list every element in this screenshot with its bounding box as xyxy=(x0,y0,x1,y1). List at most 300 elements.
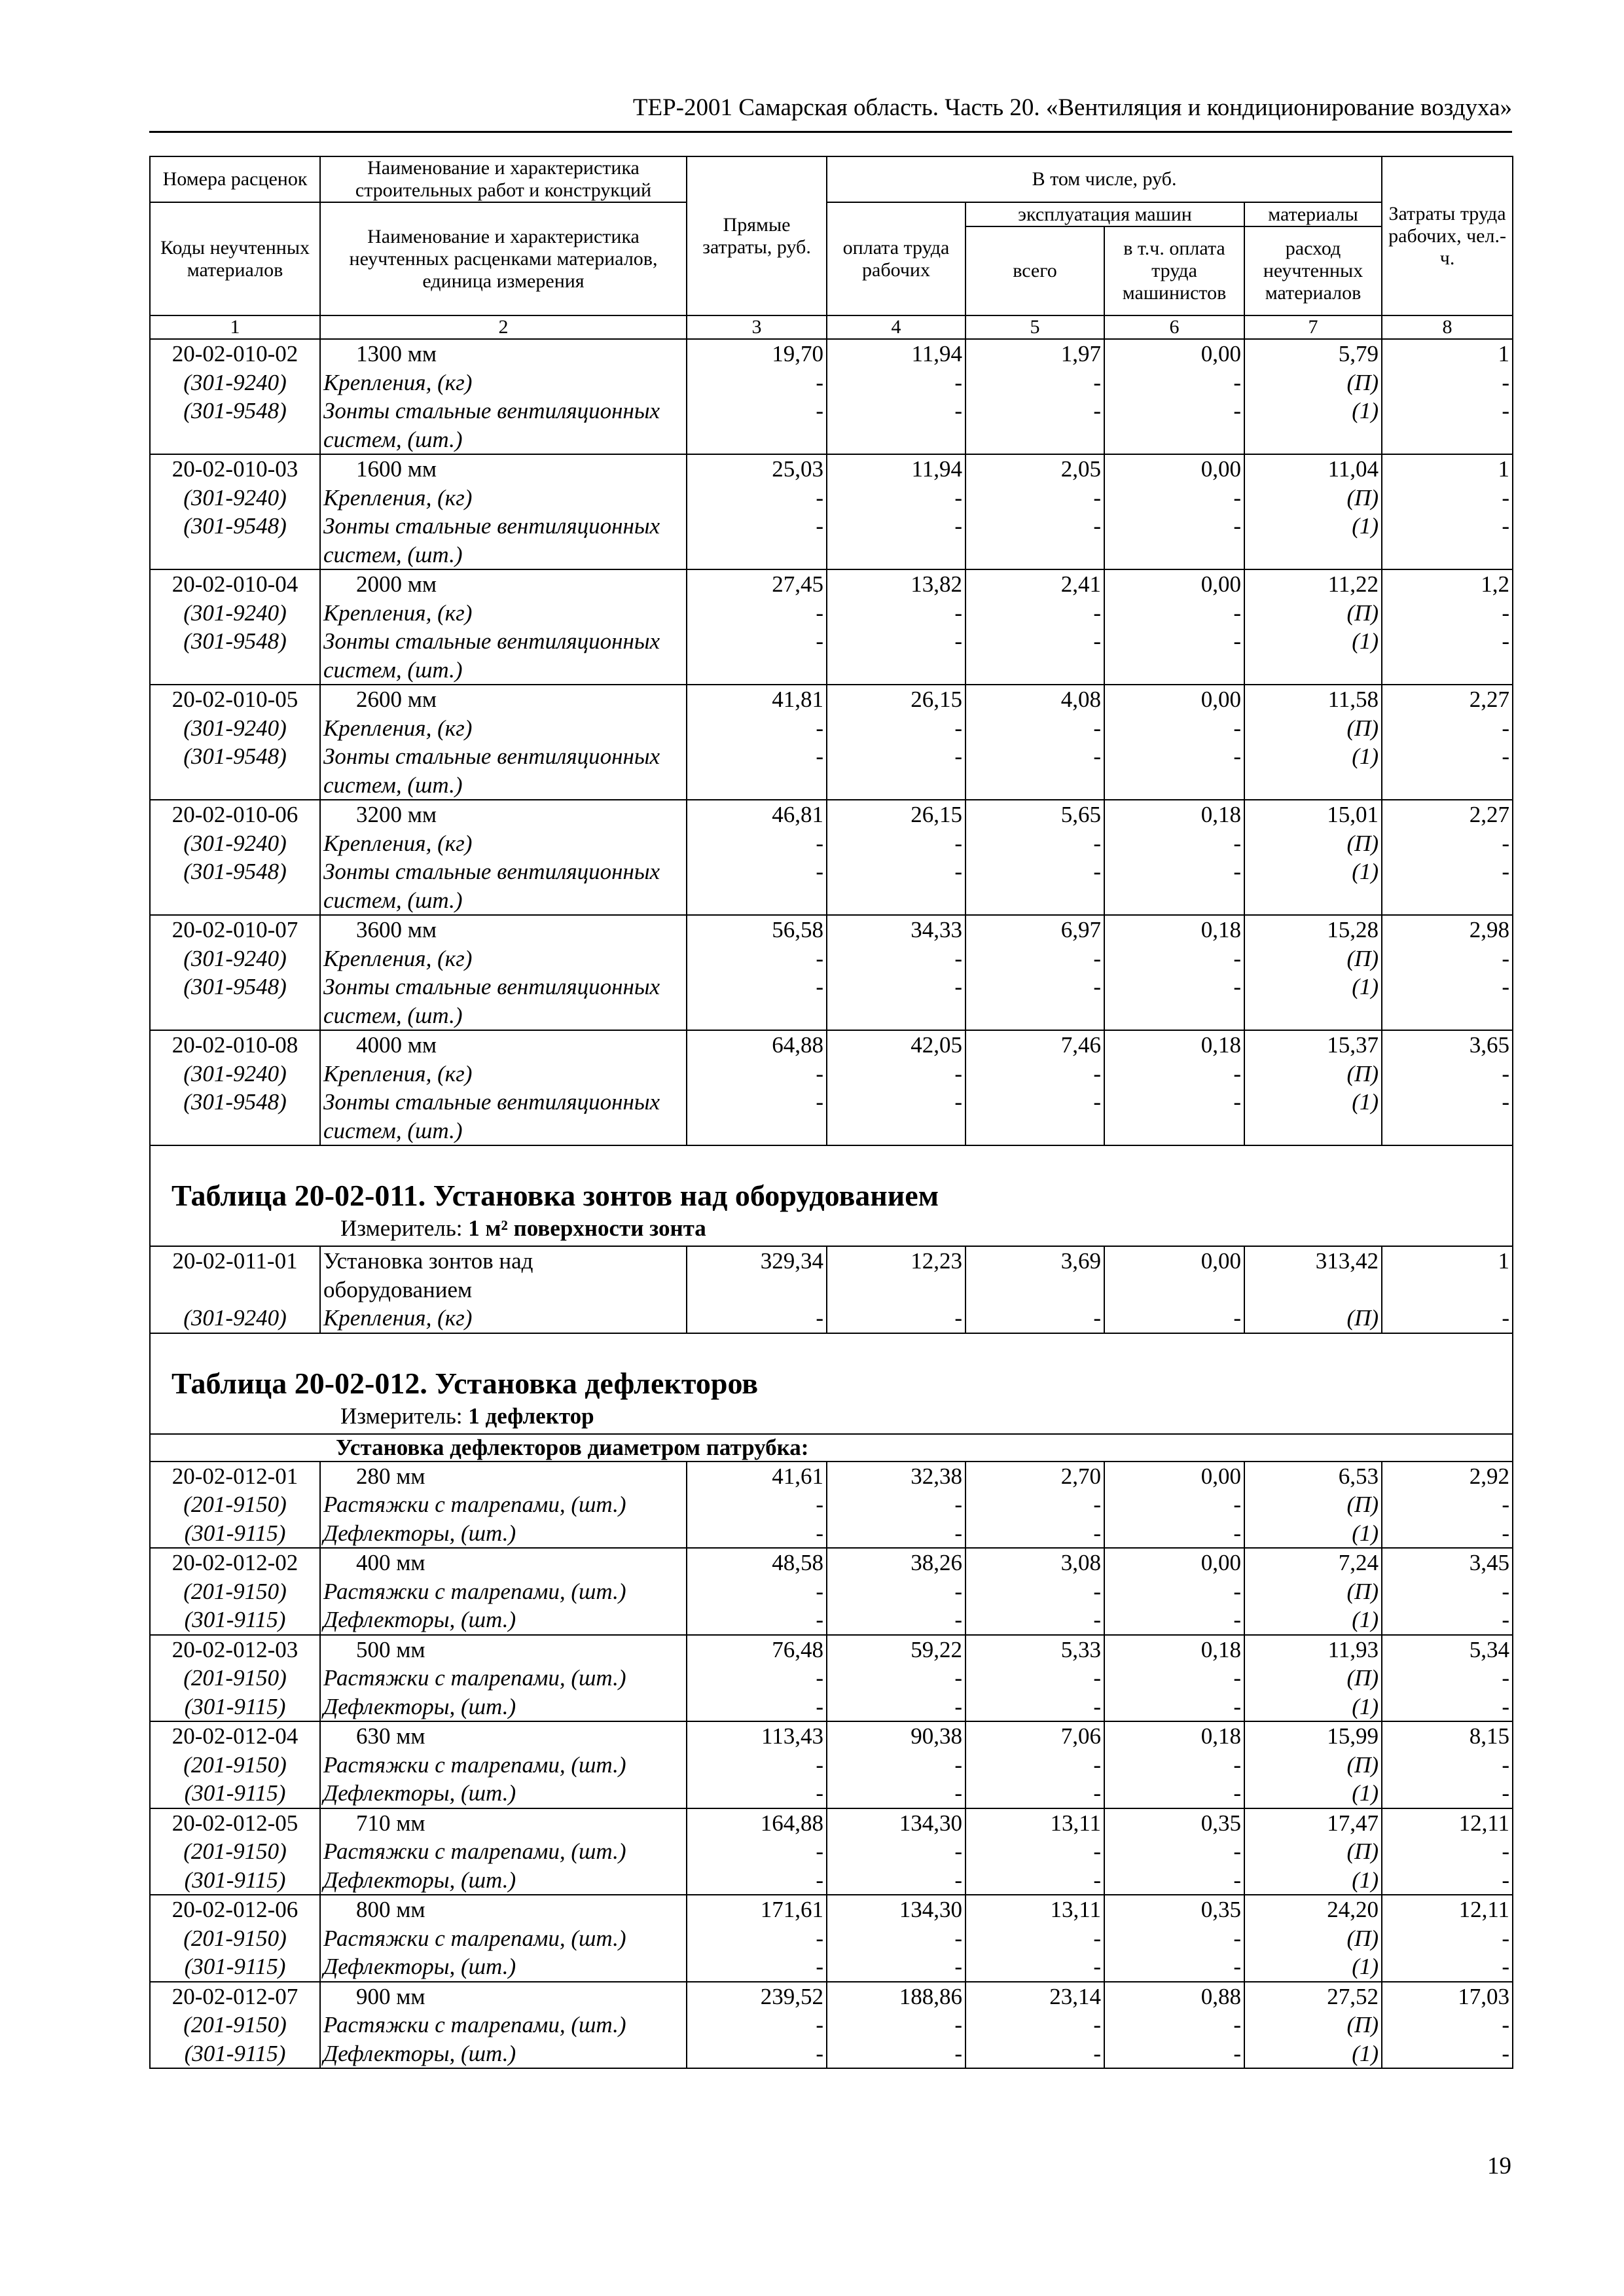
col-number: 3 xyxy=(687,315,827,339)
spacer-line xyxy=(690,541,823,569)
value: 38,26 xyxy=(911,1550,962,1575)
value: 1 xyxy=(1498,456,1510,482)
spacer-line xyxy=(830,886,962,915)
value: 48,58 xyxy=(772,1550,823,1575)
value: 0,00 xyxy=(1200,456,1241,482)
value: 13,11 xyxy=(1050,1897,1101,1922)
value: 15,01 xyxy=(1327,802,1379,827)
value-cell xyxy=(827,1246,965,1333)
value-cell xyxy=(687,685,827,800)
dash: - xyxy=(1502,859,1510,884)
dash: - xyxy=(1502,1780,1510,1806)
col-number: 1 xyxy=(150,315,320,339)
value-cell xyxy=(827,339,965,454)
dash: - xyxy=(1233,1060,1241,1086)
value-cell xyxy=(1382,1548,1513,1635)
name-cell xyxy=(320,1030,687,1145)
value-cell xyxy=(1104,454,1244,569)
spacer-line xyxy=(969,771,1101,800)
dash: - xyxy=(1093,1693,1101,1719)
value-cell xyxy=(1382,685,1513,800)
value-cell xyxy=(1104,1548,1244,1635)
value: 2,05 xyxy=(1060,456,1101,482)
dash: - xyxy=(1093,1925,1101,1951)
spacer-line xyxy=(969,425,1101,454)
dash: - xyxy=(954,1839,962,1864)
dash: - xyxy=(816,1751,823,1778)
value-cell xyxy=(1382,1462,1513,1549)
value-cell xyxy=(687,339,827,454)
material-code: (301-9548) xyxy=(183,744,287,769)
material-name-cont: систем, (шт.) xyxy=(323,541,463,567)
value-cell xyxy=(965,1982,1104,2069)
dash: - xyxy=(1093,744,1101,769)
dash: - xyxy=(1093,1305,1101,1331)
value-cell xyxy=(965,1548,1104,1635)
material-code: (301-9548) xyxy=(183,974,287,999)
dash: - xyxy=(954,1867,962,1893)
dash: - xyxy=(1233,484,1241,511)
spacer-line xyxy=(830,771,962,800)
value: 329,34 xyxy=(760,1248,823,1274)
value: 3,69 xyxy=(1060,1248,1101,1274)
spacer-line xyxy=(153,1117,317,1145)
page-header xyxy=(149,92,1512,133)
section-020-011 xyxy=(150,1145,1513,1246)
code-cell xyxy=(150,1721,320,1808)
dash: - xyxy=(816,1060,823,1086)
table-row xyxy=(150,1982,1513,2069)
rate-name: 900 мм xyxy=(356,1983,425,2009)
code-cell xyxy=(150,1808,320,1895)
value: 27,52 xyxy=(1327,1983,1379,2009)
value-cell xyxy=(687,454,827,569)
material-name-cont: систем, (шт.) xyxy=(323,656,463,683)
material-name: Крепления, (кг) xyxy=(323,369,473,395)
dash: - xyxy=(1093,628,1101,654)
value: 12,11 xyxy=(1458,1810,1510,1836)
value: 171,61 xyxy=(760,1897,823,1922)
material-name: Зонты стальные вентиляционных xyxy=(323,513,660,539)
dash: - xyxy=(1233,1305,1241,1331)
spacer-line xyxy=(1248,886,1379,915)
dash: - xyxy=(1502,369,1510,395)
dash: - xyxy=(1093,1839,1101,1864)
material-code: (301-9240) xyxy=(183,484,287,511)
spacer-line xyxy=(1385,1276,1509,1304)
value-cell xyxy=(1244,1895,1382,1982)
dash: - xyxy=(816,744,823,769)
material-quantity: (1) xyxy=(1352,859,1379,884)
dash: - xyxy=(1093,1867,1101,1893)
material-quantity: (1) xyxy=(1352,1607,1379,1632)
unit-label: Измеритель: xyxy=(340,1403,469,1429)
value-cell xyxy=(965,339,1104,454)
value: 0,00 xyxy=(1200,1550,1241,1575)
col-number: 4 xyxy=(827,315,965,339)
dash: - xyxy=(954,1578,962,1604)
value: 27,45 xyxy=(772,571,823,597)
unit-value: 1 дефлектор xyxy=(468,1403,594,1429)
table-row xyxy=(150,1808,1513,1895)
value: 4,08 xyxy=(1060,687,1101,712)
table-row xyxy=(150,915,1513,1030)
spacer-line xyxy=(969,1001,1101,1030)
value: 11,58 xyxy=(1327,687,1379,712)
dash: - xyxy=(1093,484,1101,511)
material-code: (201-9150) xyxy=(183,1925,287,1951)
dash: - xyxy=(1093,715,1101,741)
spacer-line xyxy=(153,1001,317,1030)
value-cell xyxy=(827,1808,965,1895)
dash: - xyxy=(954,369,962,395)
value-cell xyxy=(1244,1462,1382,1549)
dash: - xyxy=(1093,1089,1101,1115)
spacer-line xyxy=(153,541,317,569)
spacer-line xyxy=(690,1001,823,1030)
value-cell xyxy=(827,1982,965,2069)
material-code: (201-9150) xyxy=(183,1751,287,1778)
value: 239,52 xyxy=(760,1983,823,2009)
dash: - xyxy=(1502,1839,1510,1864)
rate-code: 20-02-010-08 xyxy=(171,1032,298,1058)
table-row xyxy=(150,1548,1513,1635)
material-code: (301-9240) xyxy=(183,1060,287,1086)
value: 64,88 xyxy=(772,1032,823,1058)
dash: - xyxy=(1502,1665,1510,1691)
code-cell xyxy=(150,1895,320,1982)
value: 113,43 xyxy=(761,1723,823,1749)
value: 2,98 xyxy=(1469,917,1510,942)
dash: - xyxy=(954,1089,962,1115)
value: 41,81 xyxy=(772,687,823,712)
material-quantity: (1) xyxy=(1352,628,1379,654)
material-name: Зонты стальные вентиляционных xyxy=(323,398,660,423)
code-cell xyxy=(150,569,320,685)
table-row xyxy=(150,1462,1513,1549)
table-row xyxy=(150,569,1513,685)
value: 3,08 xyxy=(1060,1550,1101,1575)
col-number: 8 xyxy=(1382,315,1513,339)
rate-code: 20-02-012-04 xyxy=(171,1723,298,1749)
value-cell xyxy=(965,1895,1104,1982)
name-cell xyxy=(320,1895,687,1982)
dash: - xyxy=(1233,1492,1241,1517)
dash: - xyxy=(816,369,823,395)
value-cell xyxy=(687,1982,827,2069)
rate-name-cont: оборудованием xyxy=(323,1276,473,1302)
dash: - xyxy=(1093,1954,1101,1979)
material-name: Крепления, (кг) xyxy=(323,945,473,971)
code-cell xyxy=(150,1462,320,1549)
value: 13,11 xyxy=(1050,1810,1101,1836)
value-cell xyxy=(1382,1895,1513,1982)
value-cell xyxy=(965,1635,1104,1722)
name-cell xyxy=(320,685,687,800)
value-cell xyxy=(965,454,1104,569)
value-cell xyxy=(1382,1030,1513,1145)
dash: - xyxy=(1093,398,1101,423)
value-cell xyxy=(965,1030,1104,1145)
dash: - xyxy=(1502,715,1510,741)
material-name: Дефлекторы, (шт.) xyxy=(323,1607,516,1632)
dash: - xyxy=(954,744,962,769)
spacer-line xyxy=(1248,541,1379,569)
value-cell xyxy=(1104,569,1244,685)
value: 8,15 xyxy=(1469,1723,1510,1749)
value: 25,03 xyxy=(772,456,823,482)
value: 11,04 xyxy=(1327,456,1379,482)
material-code: (201-9150) xyxy=(183,1839,287,1864)
value-cell xyxy=(1382,800,1513,915)
subsection-heading: Установка дефлекторов диаметром патрубка: xyxy=(150,1434,1513,1462)
value-cell xyxy=(965,800,1104,915)
value: 188,86 xyxy=(899,1983,962,2009)
value: 17,47 xyxy=(1327,1810,1379,1836)
spacer-line xyxy=(1248,1117,1379,1145)
rate-name: 4000 мм xyxy=(356,1032,437,1058)
name-cell xyxy=(320,454,687,569)
spacer-line xyxy=(1385,425,1509,454)
dash: - xyxy=(954,859,962,884)
value: 0,18 xyxy=(1200,1723,1241,1749)
dash: - xyxy=(1093,2012,1101,2037)
dash: - xyxy=(1233,945,1241,971)
value: 6,53 xyxy=(1338,1463,1379,1489)
material-quantity: (1) xyxy=(1352,2040,1379,2066)
dash: - xyxy=(1502,628,1510,654)
value: 12,23 xyxy=(911,1248,962,1274)
value: 34,33 xyxy=(911,917,962,942)
value-cell xyxy=(1244,800,1382,915)
unit-label: Измеритель: xyxy=(340,1215,469,1241)
dash: - xyxy=(1233,1780,1241,1806)
dash: - xyxy=(1233,744,1241,769)
value-cell xyxy=(1244,339,1382,454)
section-020-012 xyxy=(150,1333,1513,1462)
code-cell xyxy=(150,339,320,454)
dash: - xyxy=(1093,1751,1101,1778)
value-cell xyxy=(827,1548,965,1635)
dash: - xyxy=(816,1492,823,1517)
dash: - xyxy=(1502,1520,1510,1546)
dash: - xyxy=(1502,1089,1510,1115)
material-code: (301-9548) xyxy=(183,628,287,654)
name-cell xyxy=(320,800,687,915)
value-cell xyxy=(687,915,827,1030)
material-quantity: (1) xyxy=(1352,744,1379,769)
value: 0,00 xyxy=(1200,687,1241,712)
material-name: Дефлекторы, (шт.) xyxy=(323,1954,516,1979)
dash: - xyxy=(1233,1089,1241,1115)
value-cell xyxy=(1104,1808,1244,1895)
value-cell xyxy=(827,1462,965,1549)
name-cell xyxy=(320,1462,687,1549)
table-title: Таблица 20-02-012. Установка дефлекторов xyxy=(171,1366,759,1400)
dash: - xyxy=(1093,1780,1101,1806)
code-cell xyxy=(150,685,320,800)
page-number: 19 xyxy=(1487,2153,1511,2179)
material-name: Растяжки с талрепами, (шт.) xyxy=(323,2012,626,2037)
material-name: Растяжки с талрепами, (шт.) xyxy=(323,1925,626,1951)
spacer-line xyxy=(1385,656,1509,685)
material-quantity: (1) xyxy=(1352,974,1379,999)
spacer-line xyxy=(1385,886,1509,915)
dash: - xyxy=(816,2040,823,2066)
rate-code: 20-02-012-02 xyxy=(171,1550,298,1575)
value: 1 xyxy=(1498,341,1510,367)
rate-code: 20-02-010-07 xyxy=(171,917,298,942)
rate-code: 20-02-010-04 xyxy=(171,571,298,597)
dash: - xyxy=(1502,1305,1510,1331)
value: 313,42 xyxy=(1315,1248,1379,1274)
rate-name: 710 мм xyxy=(356,1810,425,1836)
dash: - xyxy=(954,1751,962,1778)
dash: - xyxy=(954,484,962,511)
table-row xyxy=(150,800,1513,915)
material-name: Крепления, (кг) xyxy=(323,600,473,626)
code-cell xyxy=(150,800,320,915)
unit-value: 1 м² поверхности зонта xyxy=(468,1215,706,1241)
value-cell xyxy=(827,685,965,800)
value: 13,82 xyxy=(911,571,962,597)
material-quantity: (П) xyxy=(1346,1305,1379,1331)
value: 26,15 xyxy=(911,802,962,827)
rate-code: 20-02-010-05 xyxy=(171,687,298,712)
value: 0,00 xyxy=(1200,1248,1241,1274)
code-cell xyxy=(150,1246,320,1333)
value-cell xyxy=(1382,454,1513,569)
dash: - xyxy=(816,1867,823,1893)
dash: - xyxy=(1233,1520,1241,1546)
material-code: (301-9548) xyxy=(183,1089,287,1115)
spacer-line xyxy=(690,1276,823,1304)
spacer-line xyxy=(1248,771,1379,800)
spacer-line xyxy=(969,1117,1101,1145)
dash: - xyxy=(954,2040,962,2066)
rate-code: 20-02-010-03 xyxy=(171,456,298,482)
value: 0,18 xyxy=(1200,802,1241,827)
material-name: Зонты стальные вентиляционных xyxy=(323,859,660,884)
header-machines-total: всего xyxy=(965,226,1104,315)
header-rate-numbers: Номера расценок xyxy=(150,156,320,202)
material-quantity: (1) xyxy=(1352,398,1379,423)
value-cell xyxy=(687,1635,827,1722)
material-code: (201-9150) xyxy=(183,1578,287,1604)
value: 0,00 xyxy=(1200,571,1241,597)
spacer-line xyxy=(969,886,1101,915)
material-code: (301-9240) xyxy=(183,600,287,626)
value-cell xyxy=(1382,1808,1513,1895)
dash: - xyxy=(1233,974,1241,999)
material-code: (301-9240) xyxy=(183,369,287,395)
material-name: Крепления, (кг) xyxy=(323,1305,473,1331)
value: 32,38 xyxy=(911,1463,962,1489)
value-cell xyxy=(827,915,965,1030)
dash: - xyxy=(1502,484,1510,511)
value-cell xyxy=(687,1721,827,1808)
material-name: Зонты стальные вентиляционных xyxy=(323,1089,660,1115)
value: 0,35 xyxy=(1200,1810,1241,1836)
dash: - xyxy=(816,974,823,999)
spacer-line xyxy=(1248,1276,1379,1304)
value: 2,27 xyxy=(1469,802,1510,827)
dash: - xyxy=(1233,398,1241,423)
spacer-line xyxy=(1108,886,1241,915)
value: 26,15 xyxy=(911,687,962,712)
value-cell xyxy=(1104,1030,1244,1145)
rate-code: 20-02-010-06 xyxy=(171,802,298,827)
material-name: Зонты стальные вентиляционных xyxy=(323,974,660,999)
value: 2,41 xyxy=(1060,571,1101,597)
material-name: Крепления, (кг) xyxy=(323,715,473,741)
dash: - xyxy=(1233,1665,1241,1691)
dash: - xyxy=(954,2012,962,2037)
material-code: (201-9150) xyxy=(183,1665,287,1691)
col-number: 6 xyxy=(1104,315,1244,339)
value-cell xyxy=(687,1246,827,1333)
dash: - xyxy=(816,945,823,971)
dash: - xyxy=(816,2012,823,2037)
spacer-line xyxy=(830,541,962,569)
spacer-line xyxy=(690,1117,823,1145)
name-cell xyxy=(320,1721,687,1808)
dash: - xyxy=(954,628,962,654)
value-cell xyxy=(1382,1246,1513,1333)
table-row xyxy=(150,454,1513,569)
material-name-cont: систем, (шт.) xyxy=(323,1002,463,1028)
material-quantity: (1) xyxy=(1352,1693,1379,1719)
code-cell xyxy=(150,454,320,569)
spacer-line xyxy=(969,1276,1101,1304)
rate-name: 280 мм xyxy=(356,1463,425,1489)
material-code: (301-9548) xyxy=(183,513,287,539)
dash: - xyxy=(1093,859,1101,884)
value: 7,24 xyxy=(1338,1550,1379,1575)
value-cell xyxy=(827,454,965,569)
dash: - xyxy=(1502,600,1510,626)
dash: - xyxy=(1233,2012,1241,2037)
header-machines: эксплуатация машин xyxy=(965,202,1244,226)
material-quantity: (1) xyxy=(1352,1867,1379,1893)
dash: - xyxy=(954,830,962,856)
rate-name: 1300 мм xyxy=(356,341,437,367)
value: 134,30 xyxy=(899,1810,962,1836)
dash: - xyxy=(1233,1578,1241,1604)
material-quantity: (П) xyxy=(1346,1751,1379,1778)
material-quantity: (П) xyxy=(1346,369,1379,395)
material-code: (201-9150) xyxy=(183,2012,287,2037)
value: 0,18 xyxy=(1200,917,1241,942)
value-cell xyxy=(1244,1030,1382,1145)
code-cell xyxy=(150,1548,320,1635)
value-cell xyxy=(827,800,965,915)
material-quantity: (П) xyxy=(1346,1492,1379,1517)
value-cell xyxy=(1382,915,1513,1030)
material-quantity: (П) xyxy=(1346,600,1379,626)
value-cell xyxy=(965,1462,1104,1549)
code-cell xyxy=(150,1635,320,1722)
table-row xyxy=(150,1030,1513,1145)
dash: - xyxy=(1233,830,1241,856)
material-quantity: (1) xyxy=(1352,1520,1379,1546)
name-cell xyxy=(320,1635,687,1722)
spacer-line xyxy=(1108,771,1241,800)
value-cell xyxy=(687,569,827,685)
material-code: (301-9115) xyxy=(184,2040,286,2066)
dash: - xyxy=(816,398,823,423)
spacer-line xyxy=(1385,1001,1509,1030)
